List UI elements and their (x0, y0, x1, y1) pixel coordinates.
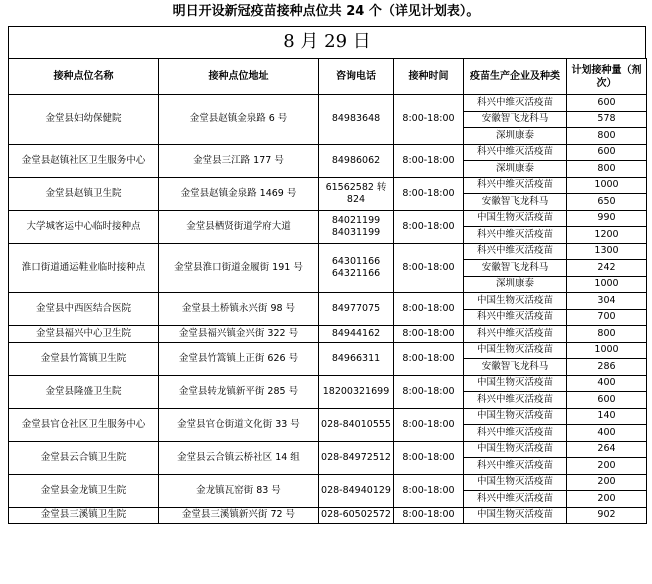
table-row (9, 293, 647, 310)
time-cell: 8:00-18:00 (394, 474, 464, 507)
table-row (9, 243, 647, 260)
site-address-cell: 金堂县云合镇云桥社区 14 组 (159, 441, 319, 474)
phone-cell: 028-60502572 (319, 507, 394, 524)
planned-doses-cell: 1000 (567, 276, 647, 293)
site-address-cell: 金堂县淮口街道金履街 191 号 (159, 243, 319, 293)
site-name-cell: 大学城客运中心临时接种点 (9, 210, 159, 243)
planned-doses-cell: 990 (567, 210, 647, 227)
site-name-cell: 金堂县金龙镇卫生院 (9, 474, 159, 507)
planned-doses-cell: 600 (567, 144, 647, 161)
planned-doses-cell: 200 (567, 458, 647, 475)
site-name-cell: 金堂县福兴中心卫生院 (9, 326, 159, 343)
planned-doses-cell: 400 (567, 375, 647, 392)
table-row (9, 95, 647, 112)
site-address-cell: 金堂县三江路 177 号 (159, 144, 319, 177)
planned-doses-cell: 700 (567, 309, 647, 326)
vaccine-maker-cell: 中国生物灭活疫苗 (464, 408, 567, 425)
site-name-cell: 金堂县官仓社区卫生服务中心 (9, 408, 159, 441)
phone-cell: 84977075 (319, 293, 394, 326)
site-name-cell: 金堂县隆盛卫生院 (9, 375, 159, 408)
site-address-cell: 金堂县土桥镇永兴街 98 号 (159, 293, 319, 326)
planned-doses-cell: 304 (567, 293, 647, 310)
vaccine-maker-cell: 深圳康泰 (464, 128, 567, 145)
site-name-cell: 金堂县赵镇社区卫生服务中心 (9, 144, 159, 177)
time-cell: 8:00-18:00 (394, 95, 464, 145)
table-row (9, 210, 647, 227)
table-body (9, 95, 647, 524)
vaccine-maker-cell: 深圳康泰 (464, 161, 567, 178)
vaccine-maker-cell: 科兴中维灭活疫苗 (464, 326, 567, 343)
time-cell: 8:00-18:00 (394, 326, 464, 343)
planned-doses-cell: 200 (567, 474, 647, 491)
planned-doses-cell: 600 (567, 95, 647, 112)
header-planned-doses: 计划接种量（剂次） (567, 59, 647, 95)
vaccine-maker-cell: 科兴中维灭活疫苗 (464, 458, 567, 475)
phone-cell: 64301166 64321166 (319, 243, 394, 293)
site-address-cell: 金堂县转龙镇新平街 285 号 (159, 375, 319, 408)
phone-cell: 028-84010555 (319, 408, 394, 441)
planned-doses-cell: 600 (567, 392, 647, 409)
planned-doses-cell: 800 (567, 128, 647, 145)
header-phone: 咨询电话 (319, 59, 394, 95)
time-cell: 8:00-18:00 (394, 408, 464, 441)
table-row (9, 144, 647, 161)
site-name-cell: 金堂县竹篙镇卫生院 (9, 342, 159, 375)
planned-doses-cell: 902 (567, 507, 647, 524)
vaccine-maker-cell: 科兴中维灭活疫苗 (464, 425, 567, 442)
time-cell: 8:00-18:00 (394, 342, 464, 375)
planned-doses-cell: 400 (567, 425, 647, 442)
vaccine-maker-cell: 科兴中维灭活疫苗 (464, 95, 567, 112)
site-address-cell: 金堂县三溪镇新兴街 72 号 (159, 507, 319, 524)
phone-cell: 84021199 84031199 (319, 210, 394, 243)
site-address-cell: 金堂县栖贤街道学府大道 (159, 210, 319, 243)
time-cell: 8:00-18:00 (394, 507, 464, 524)
time-cell: 8:00-18:00 (394, 177, 464, 210)
table-row (9, 375, 647, 392)
phone-cell: 18200321699 (319, 375, 394, 408)
site-address-cell: 金堂县福兴镇金兴街 322 号 (159, 326, 319, 343)
vaccine-maker-cell: 科兴中维灭活疫苗 (464, 227, 567, 244)
vaccine-maker-cell: 中国生物灭活疫苗 (464, 474, 567, 491)
site-address-cell: 金堂县赵镇金泉路 1469 号 (159, 177, 319, 210)
phone-cell: 028-84972512 (319, 441, 394, 474)
vaccine-maker-cell: 中国生物灭活疫苗 (464, 507, 567, 524)
time-cell: 8:00-18:00 (394, 210, 464, 243)
planned-doses-cell: 578 (567, 111, 647, 128)
planned-doses-cell: 1000 (567, 177, 647, 194)
vaccine-maker-cell: 中国生物灭活疫苗 (464, 342, 567, 359)
phone-cell: 84944162 (319, 326, 394, 343)
time-cell: 8:00-18:00 (394, 441, 464, 474)
planned-doses-cell: 200 (567, 491, 647, 508)
table-row (9, 441, 647, 458)
header-site-address: 接种点位地址 (159, 59, 319, 95)
vaccination-schedule-table (8, 58, 647, 524)
site-name-cell: 淮口街道通运鞋业临时接种点 (9, 243, 159, 293)
vaccine-maker-cell: 安徽智飞龙科马 (464, 260, 567, 277)
time-cell: 8:00-18:00 (394, 293, 464, 326)
header-vaccine-maker: 疫苗生产企业及种类 (464, 59, 567, 95)
table-row (9, 342, 647, 359)
vaccine-maker-cell: 安徽智飞龙科马 (464, 194, 567, 211)
phone-cell: 84966311 (319, 342, 394, 375)
phone-cell: 84986062 (319, 144, 394, 177)
vaccine-maker-cell: 科兴中维灭活疫苗 (464, 392, 567, 409)
planned-doses-cell: 1000 (567, 342, 647, 359)
table-row (9, 177, 647, 194)
vaccine-maker-cell: 安徽智飞龙科马 (464, 111, 567, 128)
table-row (9, 408, 647, 425)
site-address-cell: 金堂县官仓街道文化街 33 号 (159, 408, 319, 441)
vaccine-maker-cell: 科兴中维灭活疫苗 (464, 491, 567, 508)
vaccine-maker-cell: 中国生物灭活疫苗 (464, 210, 567, 227)
site-name-cell: 金堂县妇幼保健院 (9, 95, 159, 145)
table-row (9, 507, 647, 524)
time-cell: 8:00-18:00 (394, 144, 464, 177)
vaccine-maker-cell: 深圳康泰 (464, 276, 567, 293)
planned-doses-cell: 242 (567, 260, 647, 277)
site-name-cell: 金堂县中西医结合医院 (9, 293, 159, 326)
planned-doses-cell: 800 (567, 161, 647, 178)
planned-doses-cell: 800 (567, 326, 647, 343)
time-cell: 8:00-18:00 (394, 243, 464, 293)
vaccine-maker-cell: 科兴中维灭活疫苗 (464, 309, 567, 326)
site-address-cell: 金堂县竹篙镇上正街 626 号 (159, 342, 319, 375)
planned-doses-cell: 264 (567, 441, 647, 458)
planned-doses-cell: 650 (567, 194, 647, 211)
vaccine-maker-cell: 科兴中维灭活疫苗 (464, 144, 567, 161)
table-row (9, 326, 647, 343)
page-heading: 明日开设新冠疫苗接种点位共 24 个（详见计划表）。 (172, 4, 480, 19)
vaccine-maker-cell: 科兴中维灭活疫苗 (464, 243, 567, 260)
vaccine-maker-cell: 中国生物灭活疫苗 (464, 375, 567, 392)
site-name-cell: 金堂县赵镇卫生院 (9, 177, 159, 210)
table-row (9, 474, 647, 491)
planned-doses-cell: 140 (567, 408, 647, 425)
site-name-cell: 金堂县云合镇卫生院 (9, 441, 159, 474)
time-cell: 8:00-18:00 (394, 375, 464, 408)
header-site-name: 接种点位名称 (9, 59, 159, 95)
phone-cell: 61562582 转 824 (319, 177, 394, 210)
vaccine-maker-cell: 安徽智飞龙科马 (464, 359, 567, 376)
site-address-cell: 金龙镇瓦窑街 83 号 (159, 474, 319, 507)
phone-cell: 84983648 (319, 95, 394, 145)
vaccine-maker-cell: 科兴中维灭活疫苗 (464, 177, 567, 194)
header-time: 接种时间 (394, 59, 464, 95)
planned-doses-cell: 1200 (567, 227, 647, 244)
vaccine-maker-cell: 中国生物灭活疫苗 (464, 293, 567, 310)
planned-doses-cell: 1300 (567, 243, 647, 260)
phone-cell: 028-84940129 (319, 474, 394, 507)
site-address-cell: 金堂县赵镇金泉路 6 号 (159, 95, 319, 145)
vaccine-maker-cell: 中国生物灭活疫苗 (464, 441, 567, 458)
planned-doses-cell: 286 (567, 359, 647, 376)
date-title: 8 月 29 日 (8, 26, 646, 58)
site-name-cell: 金堂县三溪镇卫生院 (9, 507, 159, 524)
